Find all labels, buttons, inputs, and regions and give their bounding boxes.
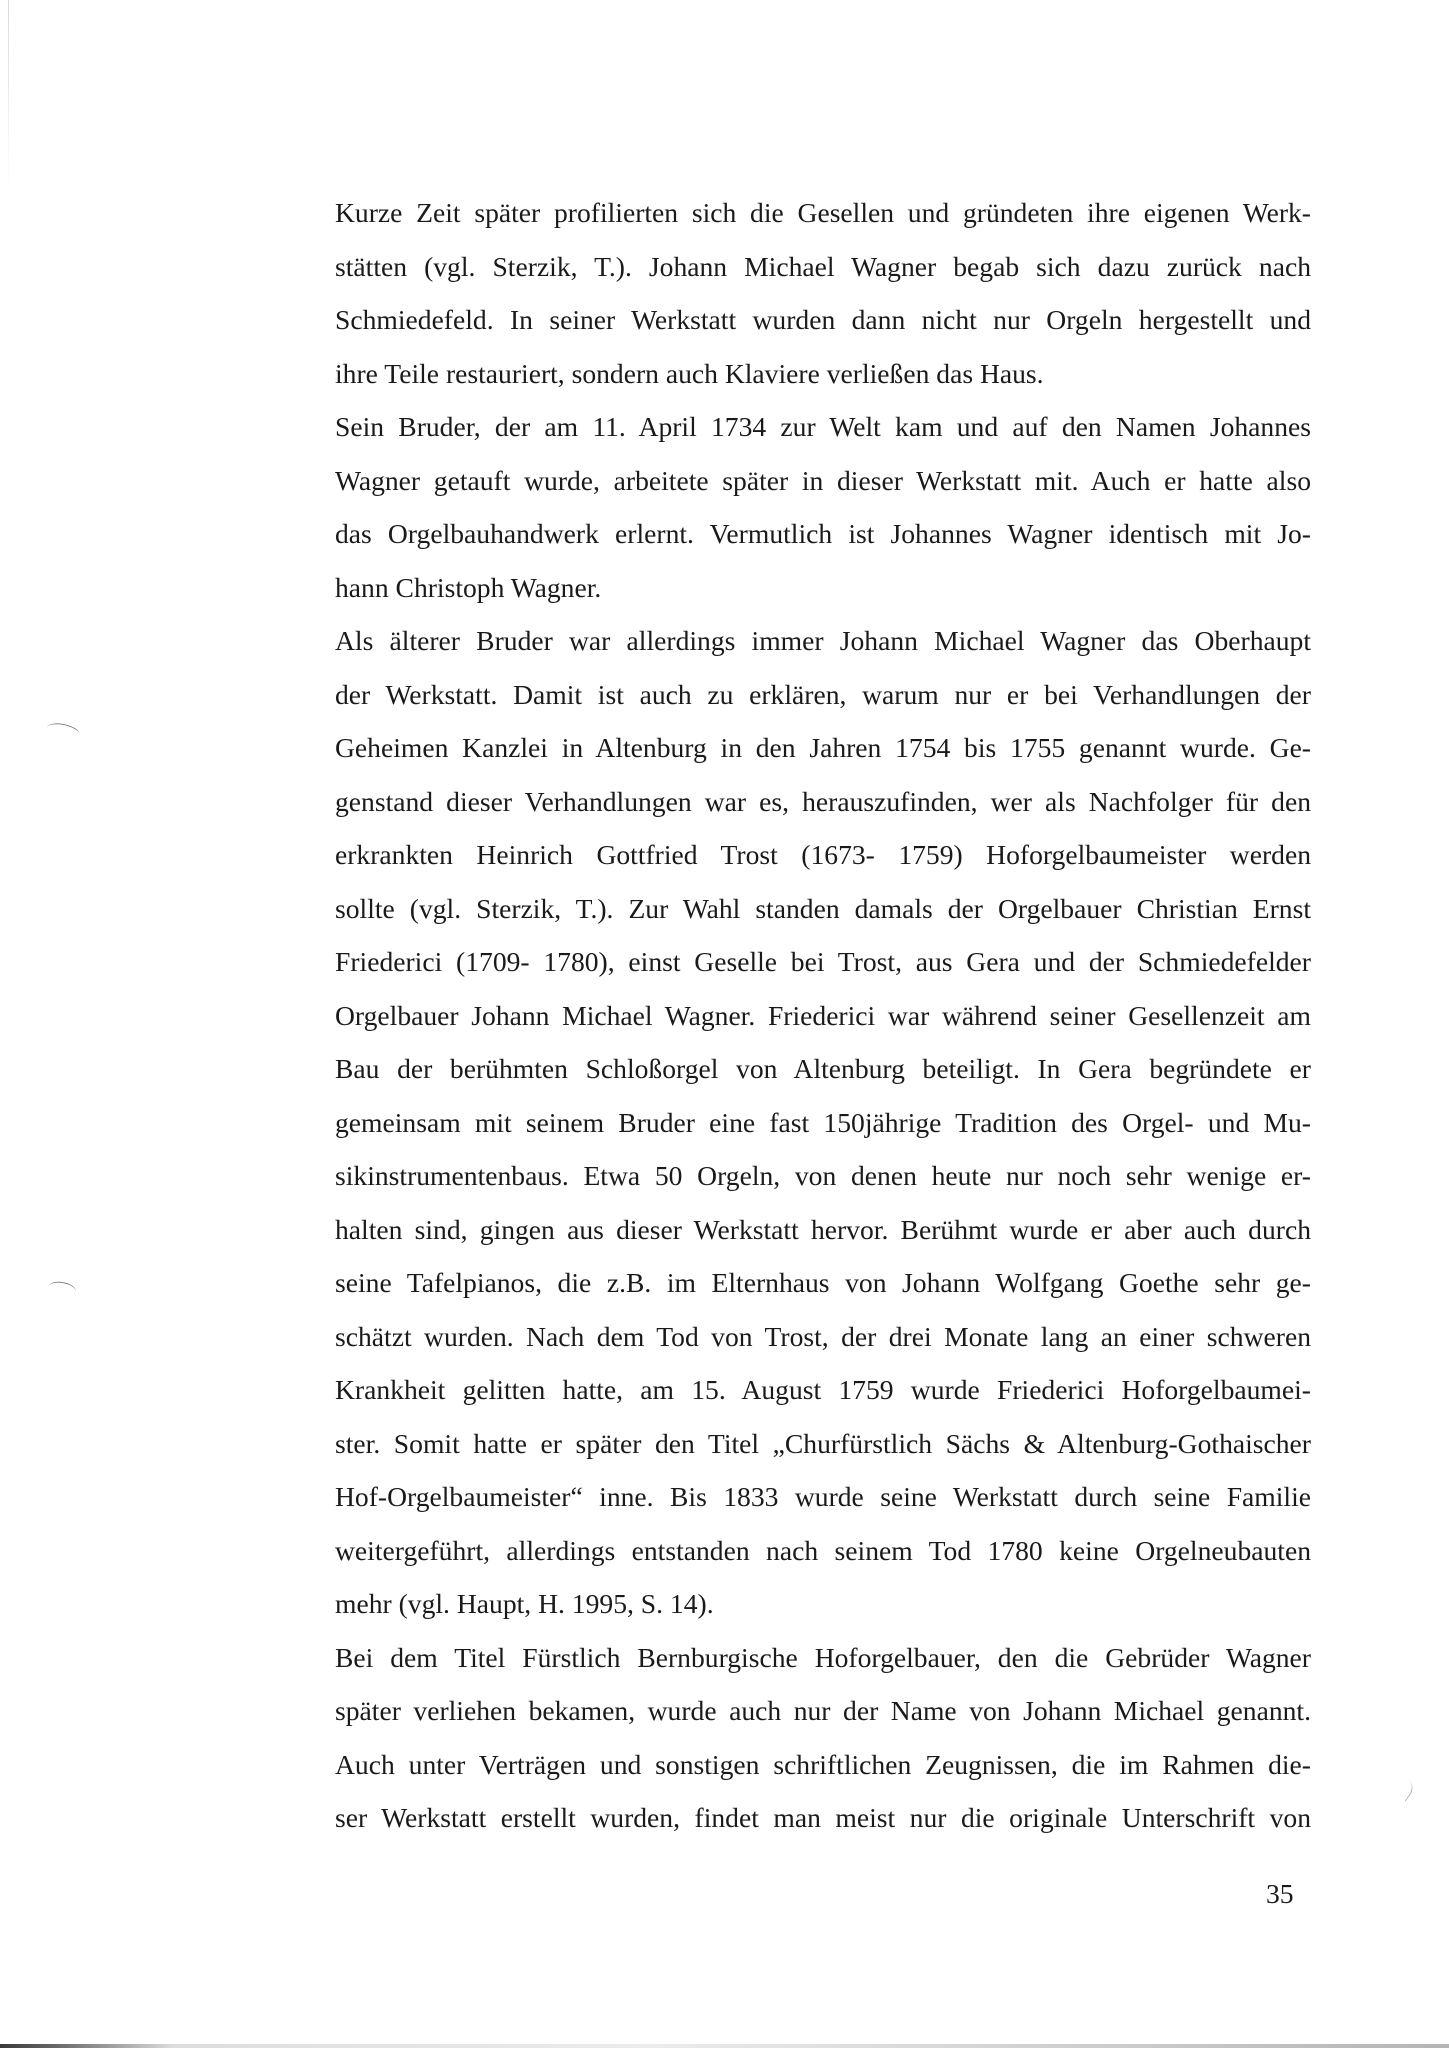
- text-line: erkrankten Heinrich Gottfried Trost (1673- 1759) Hoforgelbaumeister werden: [335, 839, 1311, 870]
- text-line: Orgelbauer Johann Michael Wagner. Friederici war während seiner Gesellenzeit am: [335, 999, 1311, 1031]
- text-line: Als älterer Bruder war allerdings immer Johann Michael Wagner das Oberhaupt: [335, 625, 1311, 656]
- scan-speck: [47, 1280, 77, 1300]
- text-line: Wagner getauft wurde, arbeitete später in dieser Werkstatt mit. Auch er hatte also: [335, 464, 1311, 496]
- page-number: 35: [1266, 1878, 1294, 1909]
- text-line: Bau der berühmten Schloßorgel von Altenburg beteiligt. In Gera begründete er: [335, 1053, 1311, 1084]
- text-line: Auch unter Verträgen und sonstigen schriftlichen Zeugnissen, die im Rahmen die-: [335, 1748, 1311, 1780]
- text-line: mehr (vgl. Haupt, H. 1995, S. 14).: [335, 1588, 714, 1619]
- text-line: Bei dem Titel Fürstlich Bernburgische Hoforgelbauer, den die Gebrüder Wagner: [335, 1641, 1311, 1673]
- text-line: schätzt wurden. Nach dem Tod von Trost, der drei Monate lang an einer schweren: [335, 1320, 1311, 1352]
- text-line: das Orgelbauhandwerk erlernt. Vermutlich ist Johannes Wagner identisch mit Jo-: [335, 518, 1311, 549]
- text-line: Geheimen Kanzlei in Altenburg in den Jahren 1754 bis 1755 genannt wurde. Ge-: [335, 732, 1311, 763]
- text-line: weitergeführt, allerdings entstanden nach seinem Tod 1780 keine Orgelneubauten: [335, 1534, 1311, 1566]
- text-line: ster. Somit hatte er später den Titel „Churfürstlich Sächs & Altenburg-Gothaischer: [335, 1427, 1311, 1459]
- text-line: Krankheit gelitten hatte, am 15. August 1759 wurde Friederici Hoforgelbaumei-: [335, 1374, 1311, 1405]
- text-line: sollte (vgl. Sterzik, T.). Zur Wahl standen damals der Orgelbauer Christian Ernst: [335, 892, 1311, 924]
- text-line: ihre Teile restauriert, sondern auch Klaviere verließen das Haus.: [335, 357, 1044, 389]
- text-line: stätten (vgl. Sterzik, T.). Johann Michael Wagner begab sich dazu zurück nach: [335, 250, 1311, 282]
- body-text: [335, 186, 1311, 1845]
- text-line: der Werkstatt. Damit ist auch zu erklären, warum nur er bei Verhandlungen der: [335, 678, 1311, 710]
- text-line: seine Tafelpianos, die z.B. im Elternhaus von Johann Wolfgang Goethe sehr ge-: [335, 1267, 1311, 1298]
- text-line: Kurze Zeit später profilierten sich die Gesellen und gründeten ihre eigenen Werk-: [335, 197, 1311, 228]
- scan-speck: [1390, 1774, 1417, 1801]
- text-line: ser Werkstatt erstellt wurden, findet man meist nur die originale Unterschrift von: [335, 1802, 1311, 1833]
- text-line: halten sind, gingen aus dieser Werkstatt hervor. Berühmt wurde er aber auch durch: [335, 1213, 1311, 1245]
- text-line: gemeinsam mit seinem Bruder eine fast 150jährige Tradition des Orgel- und Mu-: [335, 1106, 1311, 1138]
- text-line: sikinstrumentenbaus. Etwa 50 Orgeln, von denen heute nur noch sehr wenige er-: [335, 1160, 1311, 1191]
- scan-edge-left: [8, 0, 9, 190]
- scan-speck: [45, 721, 81, 743]
- text-line: Friederici (1709- 1780), einst Geselle bei Trost, aus Gera und der Schmiedefelder: [335, 946, 1311, 977]
- scan-edge-bottom: [0, 2044, 1449, 2048]
- text-line: Hof-Orgelbaumeister“ inne. Bis 1833 wurde seine Werkstatt durch seine Familie: [335, 1481, 1311, 1512]
- text-line: Schmiedefeld. In seiner Werkstatt wurden dann nicht nur Orgeln hergestellt und: [335, 304, 1311, 335]
- text-line: Sein Bruder, der am 11. April 1734 zur Welt kam und auf den Namen Johannes: [335, 411, 1311, 442]
- text-line: genstand dieser Verhandlungen war es, herauszufinden, wer als Nachfolger für den: [335, 785, 1311, 817]
- text-line: später verliehen bekamen, wurde auch nur der Name von Johann Michael genannt.: [335, 1695, 1311, 1726]
- text-line: hann Christoph Wagner.: [335, 571, 602, 603]
